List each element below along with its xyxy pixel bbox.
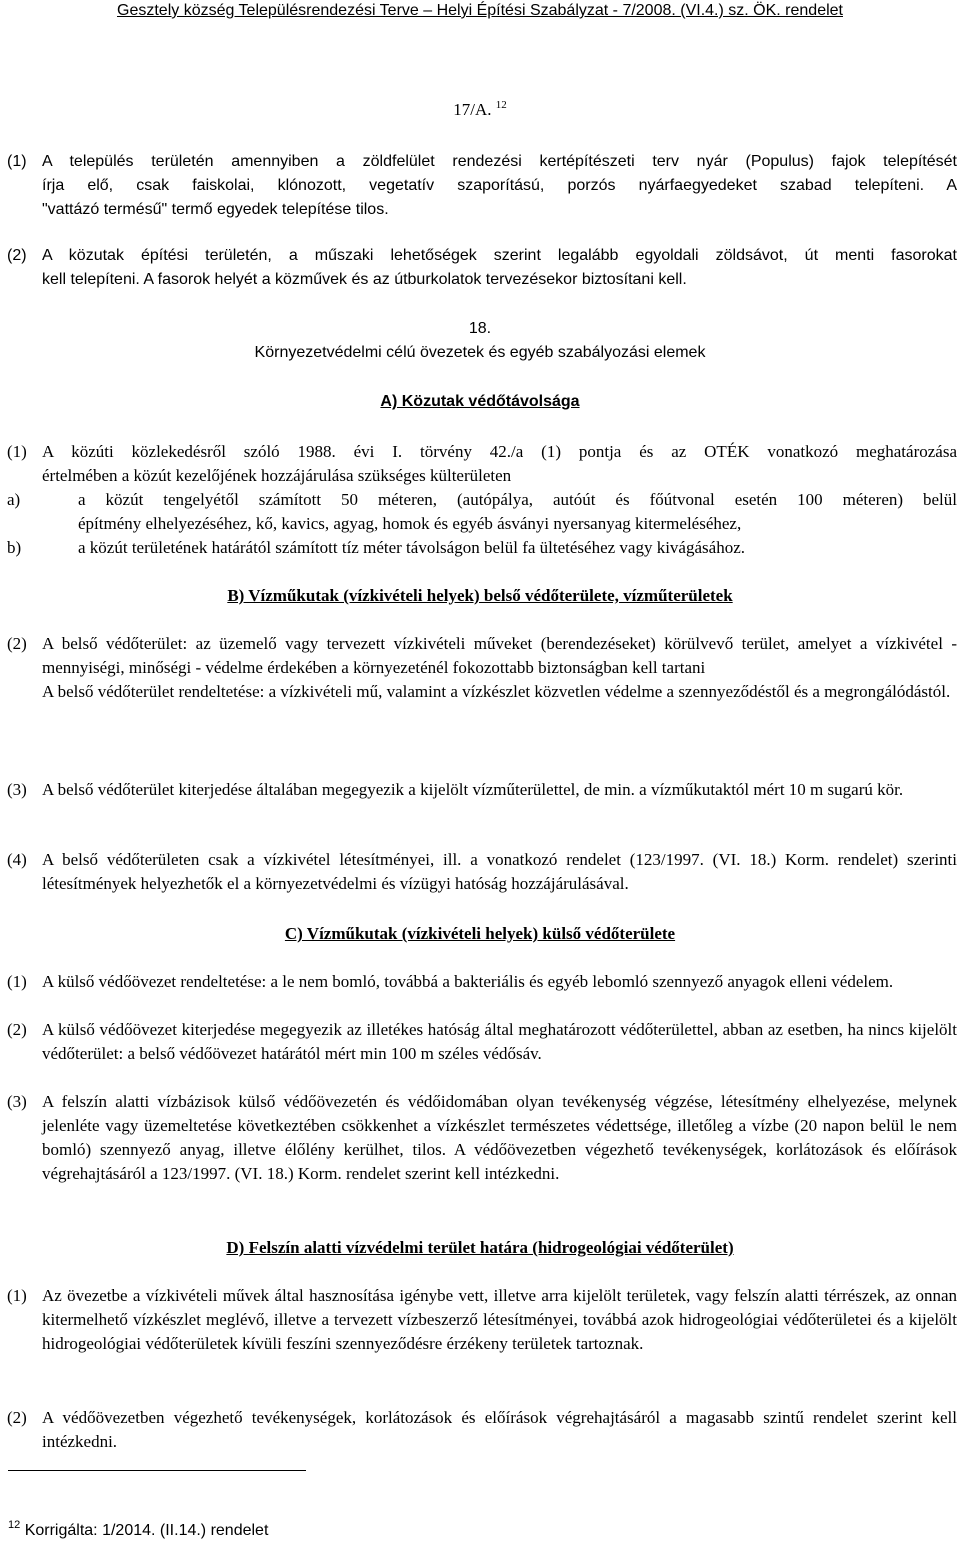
- s17a-p2-number: (2): [7, 247, 27, 264]
- secB-p2-number: (2): [7, 634, 27, 653]
- s17a-p2-text: [42, 244, 957, 292]
- footnote-text: Korrigálta: 1/2014. (II.14.) rendelet: [24, 1522, 269, 1539]
- s17a-p1-text: [42, 150, 957, 222]
- section-18-subtitle: Környezetvédelmi célú övezetek és egyéb szabályozási elemek: [254, 344, 706, 361]
- secB-p2-para: A belső védőterület: az üzemelő vagy tervezett vízkivételi műveket (berendezéseket) körülvevő terület, amelyet a vízkivétel - mennyiségi, minőségi - védelme érdekében a környezeténél fokozottabb biztonságban kell tartani: [42, 634, 957, 677]
- s17a-p2-line: kell telepíteni. A fasorok helyét a közművek és az útburkolatok tervezésekor biztosítani kell.: [42, 271, 687, 288]
- secB-p3-number: (3): [7, 780, 27, 799]
- secA-item-a-letter: a): [7, 490, 21, 509]
- secD-p2-number: (2): [7, 1408, 27, 1427]
- secC-p2-text: A külső védőövezet kiterjedése megegyezik az illetékes hatóság által meghatározott védőterülettel, abban az esetben, ha nincs kijelölt védőterület: a belső védőövezet határától mért min 100 m széles védősáv.: [42, 1020, 957, 1063]
- section-d-heading: D) Felszín alatti vízvédelmi terület határa (hidrogeológiai védőterület): [226, 1238, 734, 1257]
- secB-p4-number: (4): [7, 850, 27, 869]
- s17a-p2-line: A közutak építési területén, a műszaki lehetőségek szerint legalább egyoldali zöldsávot, út menti fasorokat: [42, 247, 957, 264]
- secB-p4-text: A belső védőterületen csak a vízkivétel létesítményei, ill. a vonatkozó rendelet (123/1997. (VI. 18.) Korm. rendelet) szerinti létesítmények helyezhetők el a környezetvédelmi és vízügyi hatóság hozzájárulásával.: [42, 850, 957, 893]
- secA-p1-number: (1): [7, 442, 27, 461]
- secC-p1-number: (1): [7, 972, 27, 991]
- secA-item-b-letter: b): [7, 538, 22, 557]
- section-c-heading: C) Vízműkutak (vízkivételi helyek) külső védőterülete: [284, 924, 676, 943]
- secA-item-a-text: [78, 488, 957, 536]
- secA-p1-text: [42, 440, 957, 488]
- footnote-number: 12: [8, 1519, 21, 1531]
- secC-p3-number: (3): [7, 1092, 27, 1111]
- footnote: [8, 1519, 269, 1540]
- secA-item-a-line: a közút tengelyétől számított 50 méteren, (autópálya, autóút és főútvonal esetén 100 méteren) belül: [78, 490, 957, 509]
- secC-p2-number: (2): [7, 1020, 27, 1039]
- section-18-title: 18.: [468, 320, 492, 337]
- secC-p3-text: A felszín alatti vízbázisok külső védőövezetén és védőidomában olyan tevékenység végzése, létesítmény elhelyezése, melynek jelenléte vagy üzemeltetése következtében csökkenhet a vízkészlet természetes védettsége, illetőleg a vízbe (20 napon belül le nem bomló) szennyező anyag, illetve élőlény kerülhet, tilos. A védőövezetben végezhető tevékenységek, korlátozások és előírások végrehajtásáról a 123/1997. (VI. 18.) Korm. rendelet szerint kell intézkedni.: [42, 1092, 957, 1183]
- s17a-p1-line: "vattázó termésű" termő egyedek telepítése tilos.: [42, 201, 389, 218]
- s17a-p1-line: írja elő, csak faiskolai, klónozott, vegetatív szaporítású, porzós nyárfaegyedeket szabad telepíteni. A: [42, 177, 957, 194]
- s17a-p1-number: (1): [7, 153, 27, 170]
- section-17a-title: [0, 100, 960, 120]
- s17a-p1-line: A település területén amennyiben a zöldfelület rendezési kertépítészeti terv nyár (Populus) fajok telepítését: [42, 153, 957, 170]
- secA-item-b-text: [78, 536, 957, 560]
- footnote-ref-12[interactable]: 12: [495, 99, 507, 111]
- section-a-heading: A) Közutak védőtávolsága: [380, 393, 580, 410]
- secD-p1-text: Az övezetbe a vízkivételi művek által hasznosítása igénybe vett, illetve arra kijelölt területek, vagy felszín alatti térrészek, az onnan kitermelhető vízkészlet meglévő, illetve a tervezett vízbeszerző létesítményei, továbbá azok hidrogeológiai védőterületei és a kijelölt hidrogeológiai védőterületek kívüli feszíni szennyeződésre érzékeny területek tartoznak.: [42, 1286, 957, 1353]
- secB-p3-text: A belső védőterület kiterjedése általában megegyezik a kijelölt vízműterülettel, de min. a vízműkutaktól mért 10 m sugarú kör.: [42, 780, 904, 799]
- section-b-heading: B) Vízműkutak (vízkivételi helyek) belső védőterülete, vízműterületek: [227, 586, 733, 605]
- secA-p1-line: A közúti közlekedésről szóló 1988. évi I. törvény 42./a (1) pontja és az OTÉK vonatkozó meghatározása: [42, 442, 957, 461]
- secA-item-a-line: építmény elhelyezéséhez, kő, kavics, agyag, homok és egyéb ásványi nyersanyag kitermeléséhez,: [78, 514, 742, 533]
- secC-p1-text: A külső védőövezet rendeltetése: a le nem bomló, továbbá a bakteriális és egyéb lebomló szennyező anyagok elleni védelem.: [42, 972, 894, 991]
- footnote-divider: [8, 1470, 306, 1471]
- section-17a-number: 17/A.: [453, 100, 492, 119]
- document-header: Gesztely község Településrendezési Terve – Helyi Építési Szabályzat - 7/2008. (VI.4.) sz. ÖK. rendelet: [117, 2, 843, 19]
- secD-p1-number: (1): [7, 1286, 27, 1305]
- secB-p2-text: [42, 632, 957, 704]
- secA-item-b-line: a közút területének határától számított tíz méter távolságon belül fa ültetéséhez vagy kivágásához.: [78, 538, 745, 557]
- secD-p2-text: A védőövezetben végezhető tevékenységek, korlátozások és előírások végrehajtásáról a magasabb szintű rendelet szerint kell intézkedni.: [42, 1408, 957, 1451]
- secA-p1-line: értelmében a közút kezelőjének hozzájárulása szükséges külterületen: [42, 466, 512, 485]
- secB-p2-para: A belső védőterület rendeltetése: a vízkivételi mű, valamint a vízkészlet közvetlen védelme a szennyeződéstől és a megrongálódástól.: [42, 682, 951, 701]
